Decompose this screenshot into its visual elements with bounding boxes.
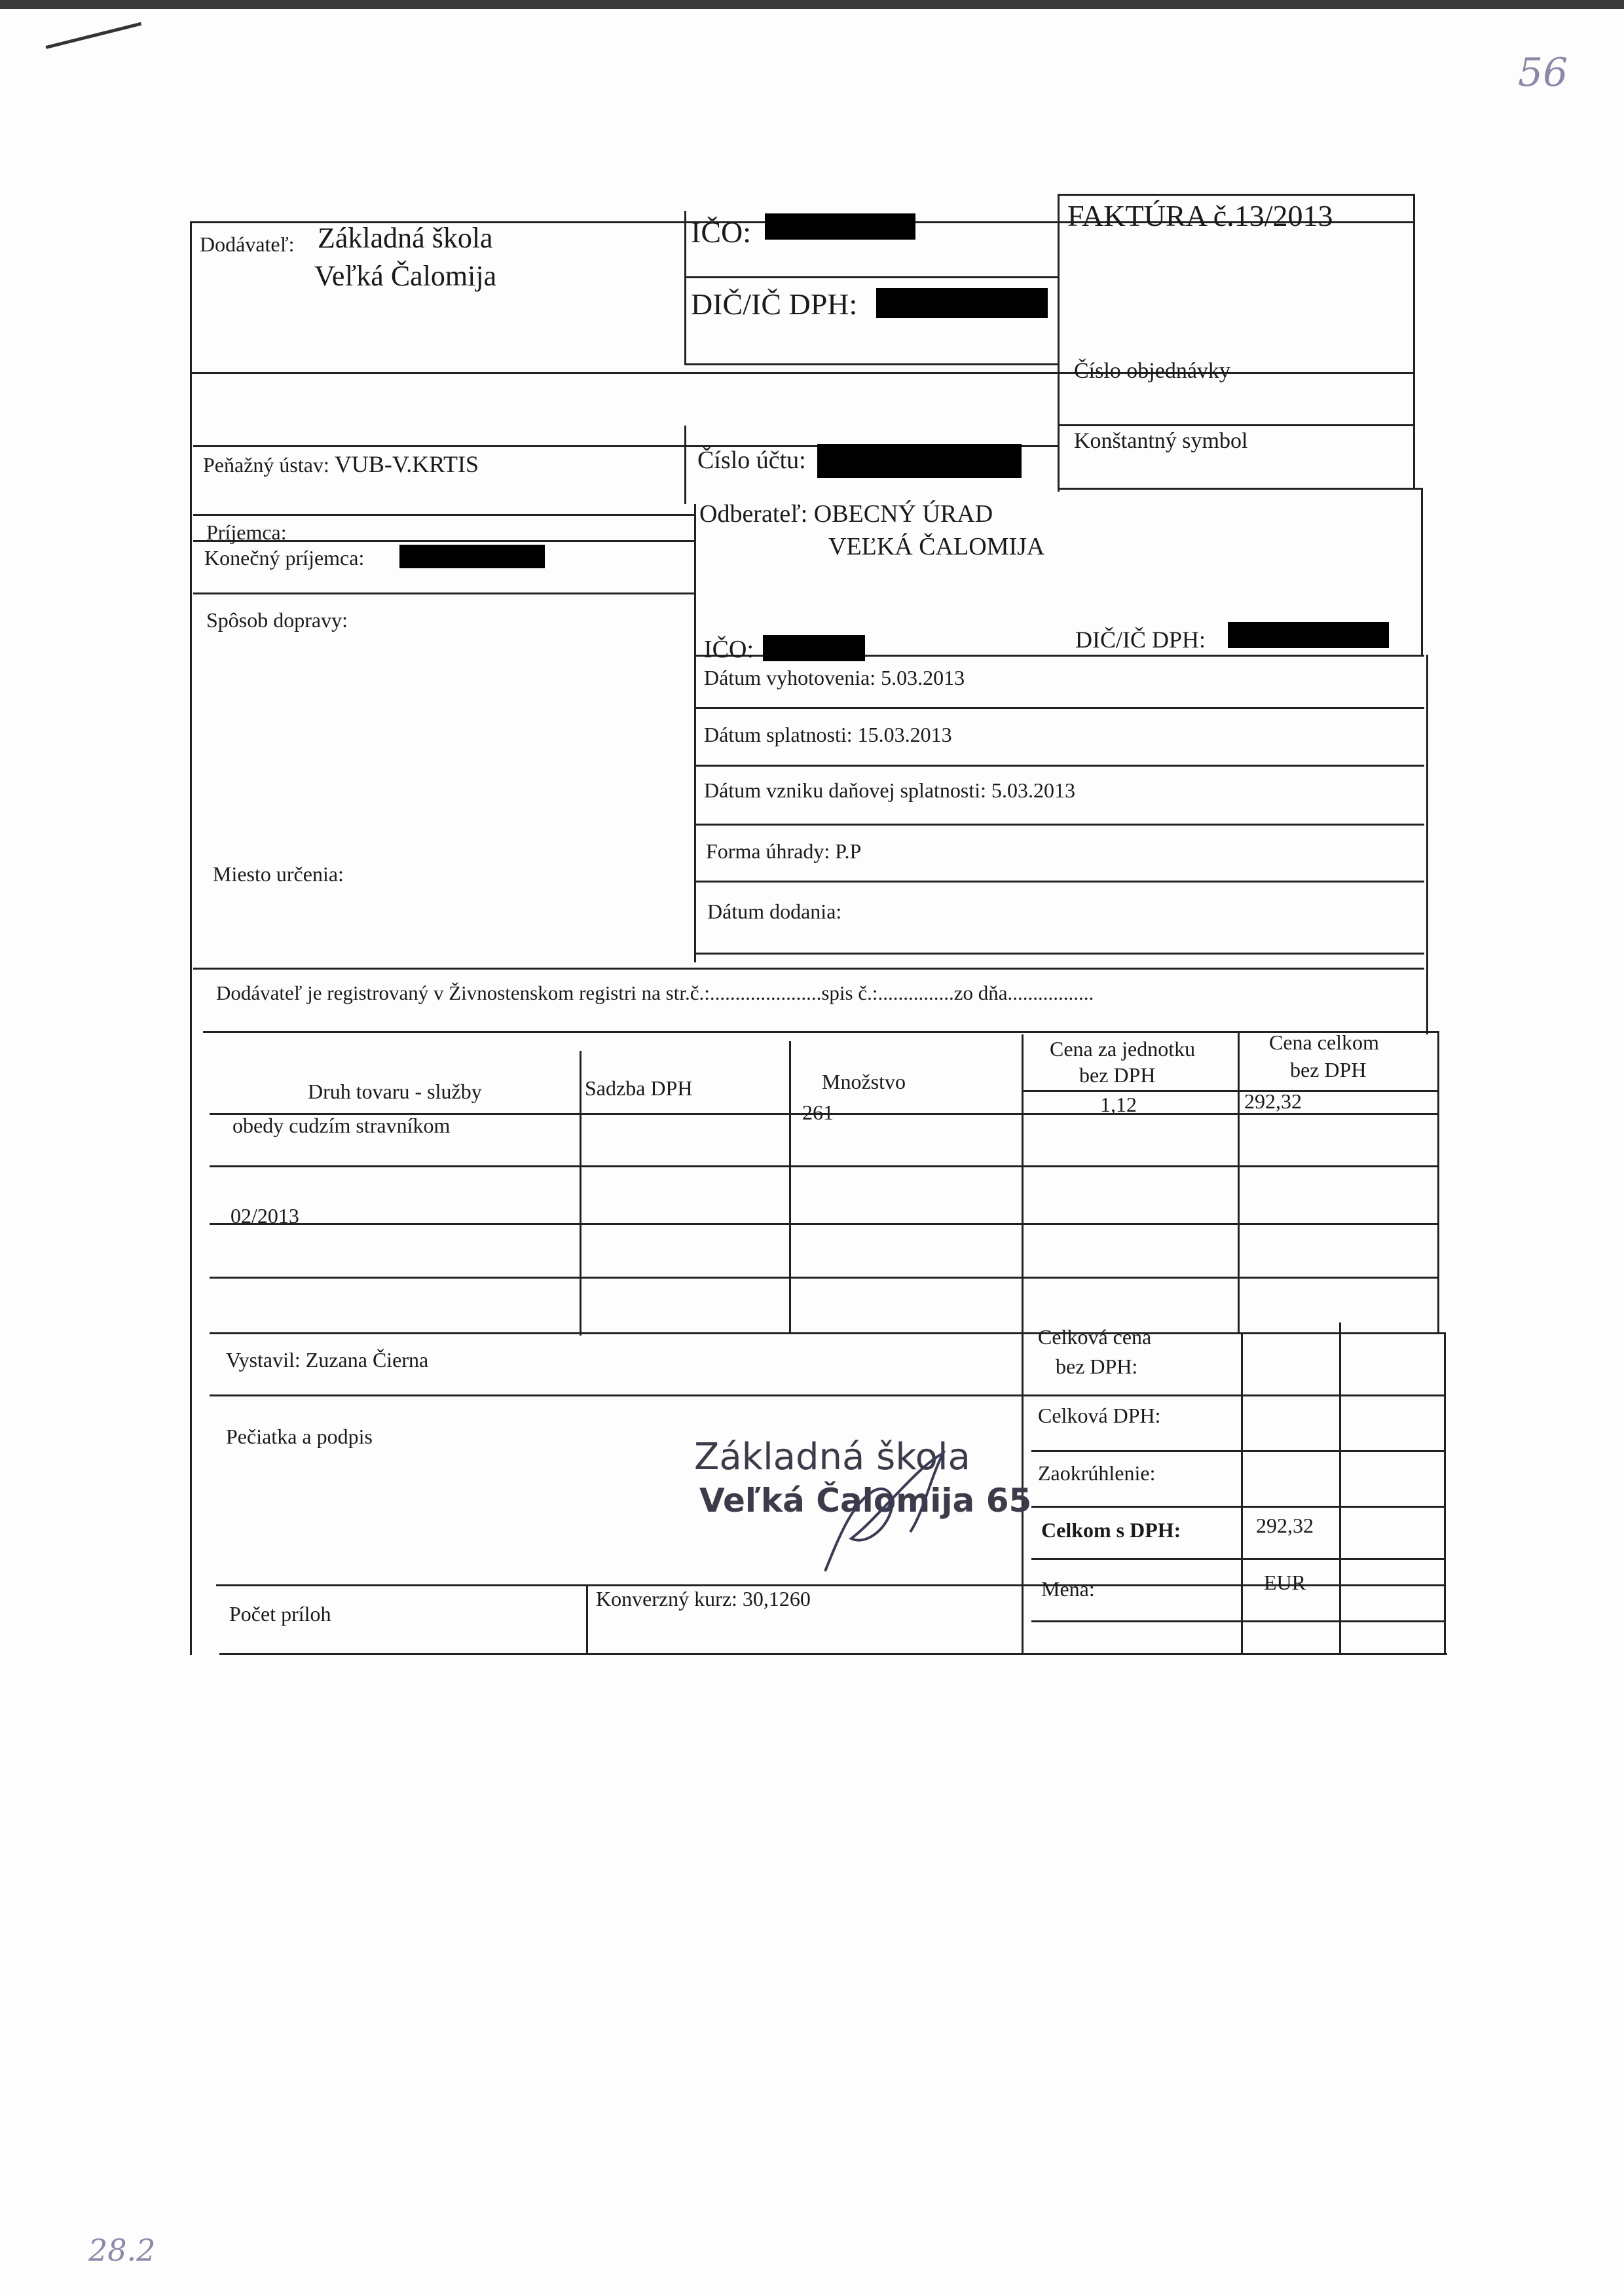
- col-total-header-1: Cena celkom: [1269, 1030, 1379, 1054]
- due-date: Dátum splatnosti: 15.03.2013: [704, 723, 952, 746]
- school-stamp-line2: Veľká Čalomija 65: [699, 1482, 1032, 1520]
- exchange-rate: Konverzný kurz: 30,1260: [596, 1587, 811, 1611]
- bank-value: VUB-V.KRTIS: [334, 451, 479, 477]
- constant-symbol-label: Konštantný symbol: [1074, 429, 1248, 453]
- total-vat-label: Celková DPH:: [1038, 1404, 1161, 1427]
- bank-label-text: Peňažný ústav:: [203, 453, 329, 477]
- redacted-supplier-dic: [876, 288, 1048, 318]
- delivery-date: Dátum dodania:: [707, 900, 842, 923]
- supplier-dic-label: DIČ/IČ DPH:: [691, 287, 858, 321]
- signature: [812, 1440, 963, 1578]
- redacted-customer-ico: [763, 635, 865, 661]
- row1-unit-price: 1,12: [1100, 1093, 1137, 1116]
- row2-item: 02/2013: [231, 1204, 299, 1228]
- customer-line2: VEĽKÁ ČALOMIJA: [828, 533, 1045, 560]
- supplier-name-line1: Základná škola: [318, 222, 493, 254]
- rounding-label: Zaokrúhlenie:: [1038, 1461, 1156, 1485]
- supplier-ico-label: IČO:: [691, 215, 751, 249]
- currency-value: EUR: [1264, 1571, 1306, 1594]
- customer-dic-label: DIČ/IČ DPH:: [1075, 627, 1206, 653]
- invoice-title: FAKTÚRA č.13/2013: [1067, 199, 1333, 232]
- destination-label: Miesto určenia:: [213, 862, 344, 886]
- total-with-vat-value: 292,32: [1256, 1514, 1314, 1537]
- currency-label: Mena:: [1041, 1577, 1095, 1601]
- total-with-vat-label: Celkom s DPH:: [1041, 1518, 1181, 1542]
- bank-label: [203, 452, 479, 478]
- customer-label-text: Odberateľ:: [699, 500, 808, 528]
- col-item-header: Druh tovaru - služby: [308, 1080, 482, 1103]
- account-label: Číslo účtu:: [697, 446, 806, 474]
- row1-qty: 261: [802, 1101, 834, 1124]
- recipient-label: Príjemca:: [206, 520, 287, 544]
- col-total-header-2: bez DPH: [1290, 1058, 1367, 1082]
- col-unit-price-header-1: Cena za jednotku: [1050, 1037, 1196, 1061]
- redacted-final-recipient: [399, 545, 545, 568]
- footer-handwritten: 28.2: [88, 2232, 156, 2268]
- pen-mark: [45, 22, 141, 49]
- supplier-name-line2: Veľká Čalomija: [314, 260, 497, 292]
- row1-item: obedy cudzím stravníkom: [232, 1114, 451, 1137]
- col-qty-header: Množstvo: [822, 1070, 906, 1093]
- issue-date: Dátum vyhotovenia: 5.03.2013: [704, 666, 965, 689]
- stamp-label: Pečiatka a podpis: [226, 1425, 373, 1448]
- supplier-label: Dodávateľ:: [200, 232, 295, 256]
- total-wo-vat-label-2: bez DPH:: [1056, 1355, 1138, 1378]
- school-stamp-line1: Základná škola: [694, 1436, 970, 1478]
- row1-total: 292,32: [1244, 1089, 1302, 1113]
- final-recipient-label: Konečný príjemca:: [204, 546, 365, 570]
- transport-label: Spôsob dopravy:: [206, 608, 348, 632]
- col-unit-price-header-2: bez DPH: [1079, 1063, 1156, 1087]
- tax-date: Dátum vzniku daňovej splatnosti: 5.03.2013: [704, 778, 1076, 802]
- page-number-handwritten: 56: [1518, 50, 1568, 96]
- attachments-label: Počet príloh: [229, 1602, 331, 1626]
- registry-text: Dodávateľ je registrovaný v Živnostenskom registri na str.č.:......................spis č.:...............zo dňa.................: [216, 981, 1094, 1004]
- payment-form: Forma úhrady: P.P: [706, 839, 862, 863]
- redacted-customer-dic: [1228, 622, 1389, 648]
- customer-ico-label: IČO:: [704, 636, 754, 663]
- total-wo-vat-label-1: Celková cena: [1038, 1325, 1152, 1349]
- order-number-label: Číslo objednávky: [1074, 359, 1230, 383]
- col-vat-header: Sadzba DPH: [585, 1076, 693, 1100]
- customer-line1: OBECNÝ ÚRAD: [813, 500, 993, 528]
- scan-edge: [0, 0, 1624, 9]
- customer-label: [699, 501, 993, 528]
- issued-by: Vystavil: Zuzana Čierna: [226, 1348, 429, 1372]
- redacted-account-number: [817, 444, 1022, 478]
- redacted-supplier-ico: [765, 213, 915, 240]
